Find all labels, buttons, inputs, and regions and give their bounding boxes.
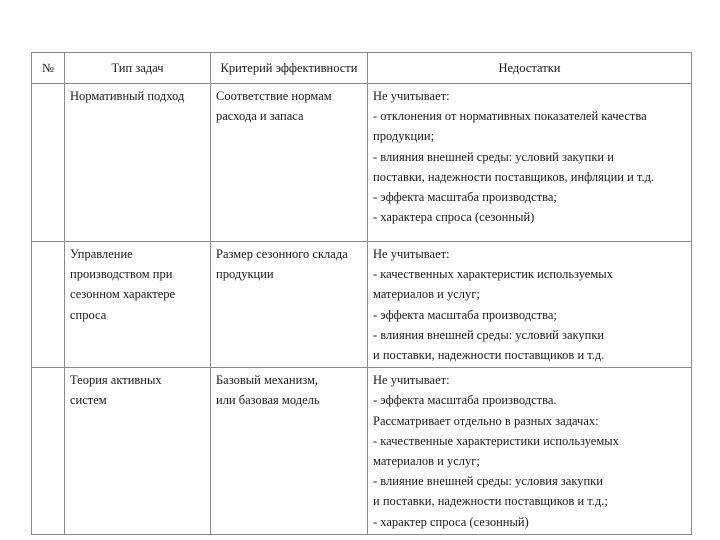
- cell-drawbacks-line: - влияния внешней среды: условий закупки: [373, 327, 605, 342]
- cell-num: [32, 84, 65, 242]
- cell-num: [32, 242, 65, 368]
- cell-drawbacks: [368, 242, 692, 368]
- cell-criterion-line: продукции: [216, 267, 274, 282]
- cell-drawbacks-line: - влияние внешней среды: условия закупки: [373, 474, 603, 489]
- cell-task-type: [65, 242, 211, 368]
- cell-criterion: [211, 84, 368, 242]
- comparison-table: [31, 52, 692, 535]
- cell-drawbacks-line: Не учитывает:: [373, 247, 450, 261]
- cell-task-type-line: систем: [70, 393, 107, 408]
- cell-drawbacks-line: Не учитывает:: [373, 89, 450, 103]
- header-criterion: Критерий эффективности: [211, 53, 368, 84]
- cell-num: [32, 368, 65, 535]
- cell-drawbacks-line: поставки, надежности поставщиков, инфляции и т.д.: [373, 169, 655, 184]
- cell-drawbacks-line: - характер спроса (сезонный): [373, 514, 529, 529]
- table-row: [32, 368, 692, 535]
- header-num: №: [32, 53, 65, 84]
- cell-task-type-line: Управление: [70, 247, 133, 261]
- cell-criterion: [211, 242, 368, 368]
- cell-task-type-line: Теория активных: [70, 373, 162, 388]
- cell-drawbacks-line: - эффекта масштаба производства;: [373, 190, 557, 205]
- cell-drawbacks-line: продукции;: [373, 129, 435, 144]
- cell-task-type-line: сезонном характере: [70, 287, 176, 302]
- cell-drawbacks-line: - характера спроса (сезонный): [373, 210, 535, 225]
- table-row: [32, 242, 692, 368]
- cell-drawbacks-line: - качественных характеристик используемых: [373, 267, 613, 282]
- cell-drawbacks-line: - влияния внешней среды: условий закупки и: [373, 149, 614, 164]
- cell-drawbacks-line: материалов и услуг;: [373, 454, 480, 469]
- cell-drawbacks-line: Рассматривает отдельно в разных задачах:: [373, 413, 599, 428]
- table-row: [32, 84, 692, 242]
- cell-drawbacks: [368, 84, 692, 242]
- table-header-row: [32, 53, 692, 84]
- cell-task-type-line: производством при: [70, 267, 173, 282]
- cell-task-type: [65, 368, 211, 535]
- cell-criterion-line: Базовый механизм,: [216, 373, 319, 388]
- cell-drawbacks: [368, 368, 692, 535]
- cell-task-type-line: спроса: [70, 307, 107, 322]
- cell-drawbacks-line: - эффекта масштаба производства.: [373, 393, 557, 408]
- cell-task-type-line: Нормативный подход: [70, 89, 185, 103]
- cell-criterion-line: расхода и запаса: [216, 109, 304, 124]
- cell-drawbacks-line: - отклонения от нормативных показателей качества: [373, 109, 647, 124]
- cell-drawbacks-line: и поставки, надежности поставщиков и т.д.: [373, 348, 605, 363]
- cell-drawbacks-line: Не учитывает:: [373, 373, 450, 388]
- cell-criterion-line: Соответствие нормам: [216, 89, 332, 103]
- cell-criterion-line: или базовая модель: [216, 393, 320, 408]
- header-drawbacks: Недостатки: [368, 53, 692, 84]
- cell-task-type: [65, 84, 211, 242]
- cell-drawbacks-line: - эффекта масштаба производства;: [373, 307, 557, 322]
- cell-drawbacks-line: - качественные характеристики используемых: [373, 433, 619, 448]
- cell-drawbacks-line: и поставки, надежности поставщиков и т.д.;: [373, 494, 608, 509]
- cell-criterion: [211, 368, 368, 535]
- cell-criterion-line: Размер сезонного склада: [216, 247, 348, 261]
- header-task-type: Тип задач: [65, 53, 211, 84]
- cell-drawbacks-line: материалов и услуг;: [373, 287, 480, 302]
